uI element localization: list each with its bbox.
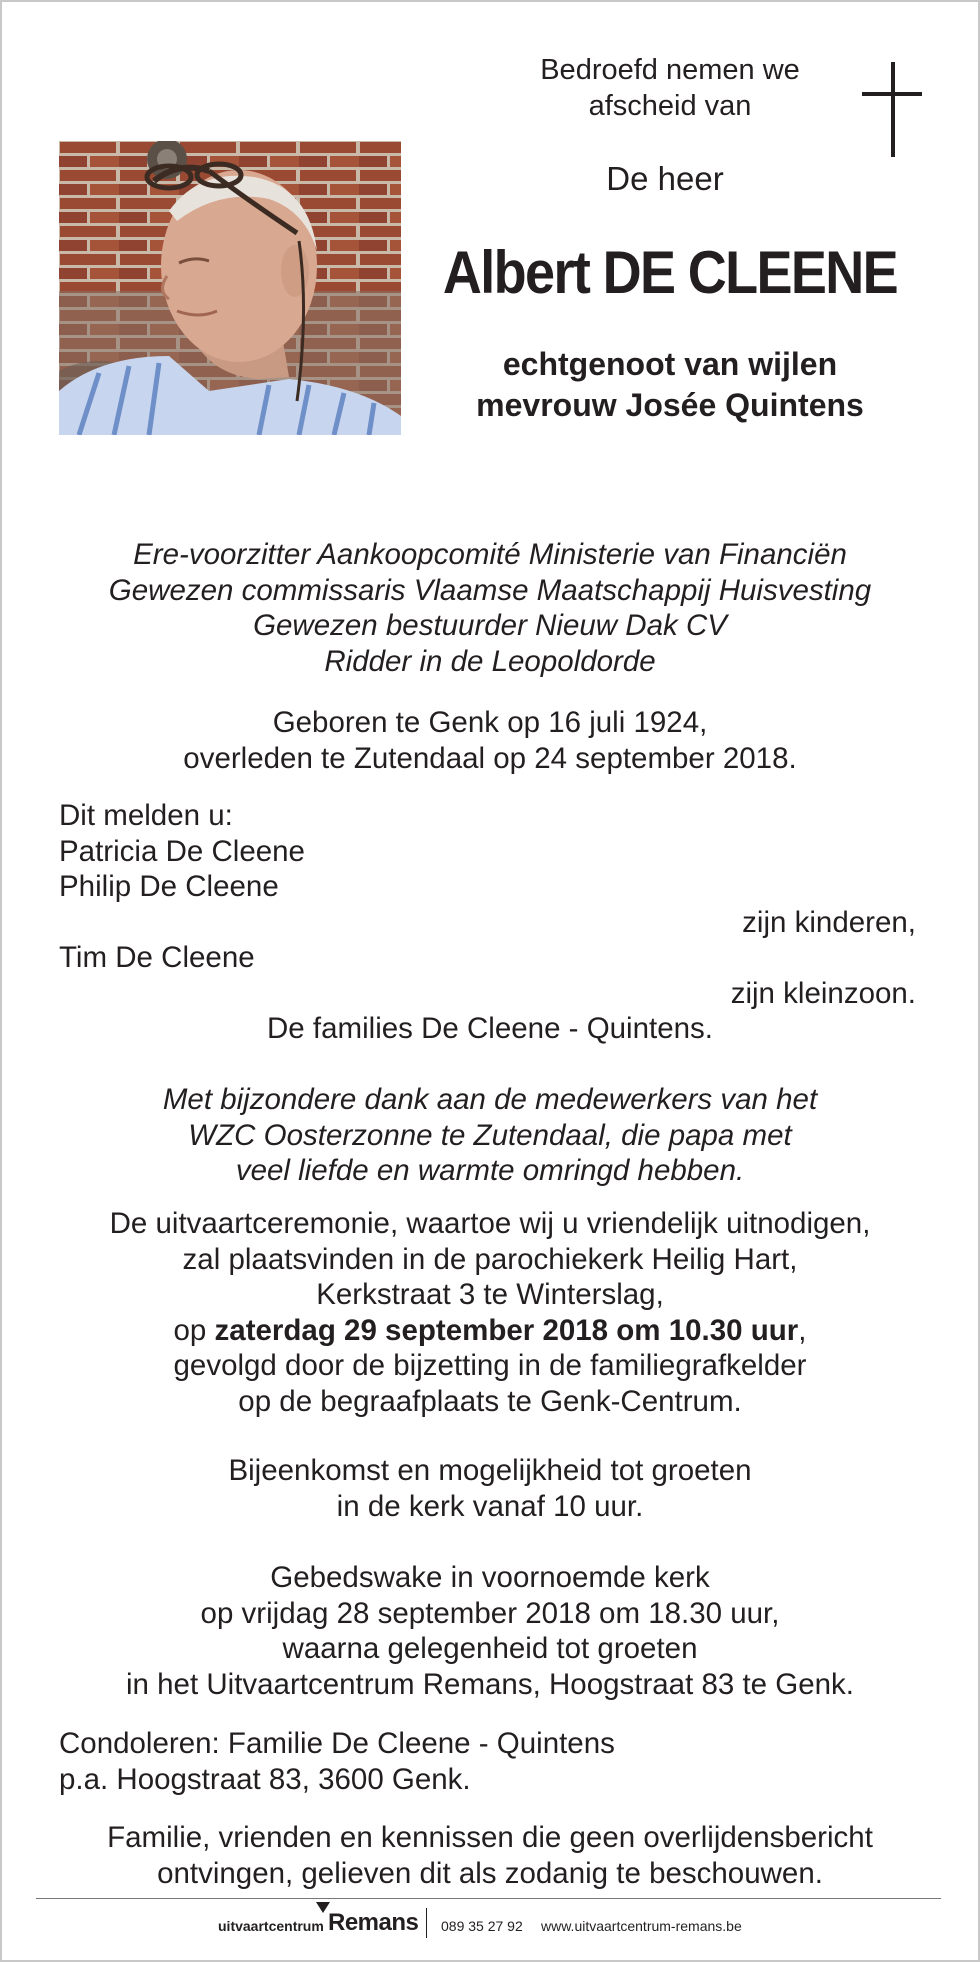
life-dates bbox=[30, 705, 950, 776]
cross-icon bbox=[891, 62, 895, 157]
spouse-info bbox=[420, 344, 920, 426]
ceremony-line: gevolgd door de bijzetting in de familiegrafkelder bbox=[173, 1349, 807, 1382]
wake-line: op vrijdag 28 september 2018 om 18.30 uur, bbox=[200, 1596, 780, 1630]
announcers-intro: Dit melden u: bbox=[59, 799, 233, 832]
closing-text bbox=[30, 1820, 950, 1891]
birth-line: Geboren te Genk op 16 juli 1924, bbox=[272, 706, 708, 739]
footer-brand-name: Remans bbox=[328, 1909, 419, 1936]
gathering-text bbox=[30, 1453, 950, 1524]
role-line: Ridder in de Leopoldorde bbox=[324, 644, 656, 678]
closing-line: Familie, vrienden en kennissen die geen overlijdensbericht bbox=[107, 1821, 873, 1854]
spouse-line-1: echtgenoot van wijlen bbox=[502, 346, 838, 382]
wake-line: waarna gelegenheid tot groeten bbox=[282, 1632, 698, 1665]
wake-line: in het Uitvaartcentrum Remans, Hoogstraat 83 te Genk. bbox=[125, 1667, 854, 1701]
footer-separator bbox=[426, 1908, 427, 1938]
footer-brand: uitvaartcentrum bbox=[218, 1918, 324, 1934]
death-line: overleden te Zutendaal op 24 september 2018. bbox=[183, 741, 797, 775]
portrait-photo bbox=[59, 141, 401, 435]
ceremony-text bbox=[30, 1206, 950, 1419]
grandchild-label: zijn kleinzoon. bbox=[730, 977, 916, 1010]
thanks-line: veel liefde en warmte omringd hebben. bbox=[235, 1154, 745, 1187]
footer-website[interactable]: www.uitvaartcentrum-remans.be bbox=[541, 1918, 742, 1934]
intro-line-2: afscheid van bbox=[588, 90, 752, 122]
child-name-1: Patricia De Cleene bbox=[59, 835, 305, 868]
role-line: Gewezen bestuurder Nieuw Dak CV bbox=[253, 609, 727, 642]
ceremony-date-line bbox=[30, 1313, 950, 1349]
closing-line: ontvingen, gelieven dit als zodanig te beschouwen. bbox=[157, 1856, 823, 1890]
condolences-text bbox=[59, 1726, 615, 1797]
condolences-line: Condoleren: Familie De Cleene - Quintens bbox=[59, 1727, 615, 1760]
child-name-2: Philip De Cleene bbox=[59, 870, 279, 903]
ceremony-line: op de begraafplaats te Genk-Centrum. bbox=[238, 1384, 742, 1418]
roles-list bbox=[30, 537, 950, 679]
intro-text bbox=[510, 52, 830, 124]
gathering-line: in de kerk vanaf 10 uur. bbox=[336, 1489, 644, 1523]
wake-text bbox=[30, 1560, 950, 1702]
thanks-line: WZC Oosterzonne te Zutendaal, die papa met bbox=[188, 1118, 792, 1152]
honorific-title: De heer bbox=[606, 160, 724, 197]
role-line: Gewezen commissaris Vlaamse Maatschappij Huisvesting bbox=[108, 573, 872, 607]
intro-line-1: Bedroefd nemen we bbox=[540, 54, 800, 86]
families-line: De families De Cleene - Quintens. bbox=[267, 1012, 713, 1045]
ceremony-line: De uitvaartceremonie, waartoe wij u vriendelijk uitnodigen, bbox=[109, 1207, 871, 1240]
thanks-text bbox=[30, 1082, 950, 1189]
condolences-line: p.a. Hoogstraat 83, 3600 Genk. bbox=[59, 1762, 471, 1796]
gathering-line: Bijeenkomst en mogelijkheid tot groeten bbox=[228, 1454, 752, 1487]
ceremony-date-suffix: , bbox=[798, 1313, 807, 1347]
footer-divider bbox=[36, 1898, 941, 1899]
ceremony-date: zaterdag 29 september 2018 om 10.30 uur bbox=[214, 1313, 799, 1347]
ceremony-line: zal plaatsvinden in de parochiekerk Heilig Hart, bbox=[182, 1242, 798, 1276]
wake-line: Gebedswake in voornoemde kerk bbox=[270, 1561, 710, 1594]
ceremony-date-prefix: op bbox=[173, 1313, 215, 1347]
children-label: zijn kinderen, bbox=[742, 906, 916, 939]
cross-icon-bar bbox=[862, 92, 922, 96]
deceased-name: Albert DE CLEENE bbox=[442, 239, 898, 306]
portrait-illustration bbox=[59, 141, 401, 435]
spouse-line-2: mevrouw Josée Quintens bbox=[476, 387, 864, 423]
footer-phone: 089 35 27 92 bbox=[441, 1918, 523, 1934]
grandchild-name: Tim De Cleene bbox=[59, 941, 255, 974]
thanks-line: Met bijzondere dank aan de medewerkers van het bbox=[162, 1083, 818, 1116]
ceremony-line: Kerkstraat 3 te Winterslag, bbox=[316, 1278, 664, 1311]
role-line: Ere-voorzitter Aankoopcomité Ministerie van Financiën bbox=[133, 538, 847, 571]
